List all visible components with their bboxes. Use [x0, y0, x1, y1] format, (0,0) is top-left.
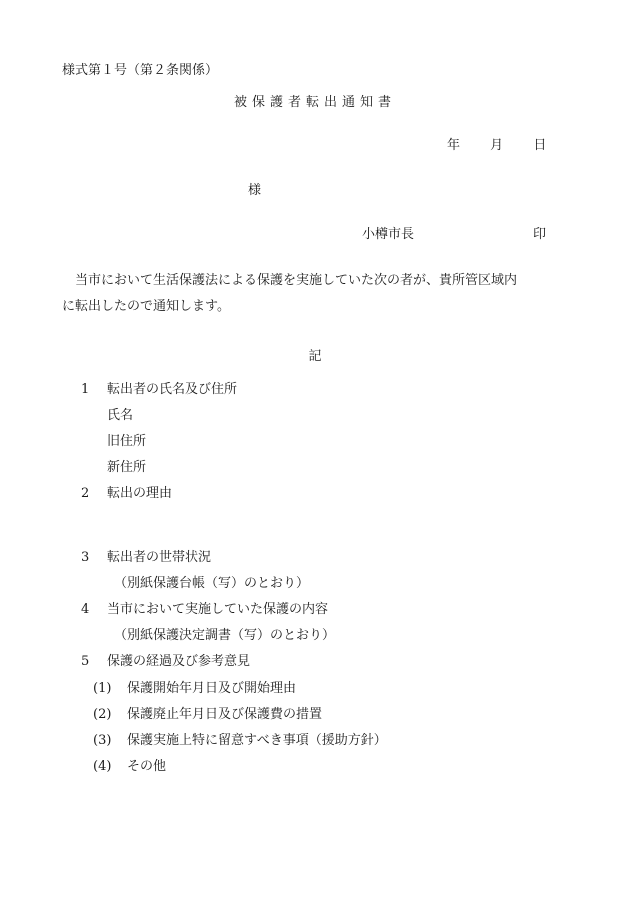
sub-item-text: 保護実施上特に留意すべき事項（援助方針）: [127, 733, 387, 748]
item-number: 3: [81, 550, 90, 565]
item-text: 当市において実施していた保護の内容: [107, 602, 329, 617]
sub-item-text: 保護開始年月日及び開始理由: [127, 681, 297, 696]
seal-mark: 印: [533, 227, 547, 242]
item-text: 保護の経過及び参考意見: [107, 654, 251, 669]
household-status-note: （別紙保護台帳（写）のとおり）: [114, 576, 310, 591]
sub-item-number: (3): [93, 733, 112, 748]
item-text: 転出の理由: [107, 486, 173, 501]
sub-item-text: その他: [127, 759, 167, 774]
item-number: 5: [81, 654, 90, 669]
sub-item-text: 保護廃止年月日及び保護費の措置: [127, 707, 323, 722]
sub-item-number: (1): [93, 681, 112, 696]
date-line: [447, 139, 546, 152]
item-number: 1: [81, 382, 90, 397]
field-old-address-label: 旧住所: [107, 434, 147, 449]
item-number: 2: [81, 486, 90, 501]
sub-item-number: (2): [93, 707, 112, 722]
date-day-label: 日: [533, 138, 547, 153]
date-year-label: 年: [447, 138, 461, 153]
protection-content-note: （別紙保護決定調書（写）のとおり）: [114, 628, 336, 643]
sub-item-number: (4): [93, 759, 112, 774]
date-month-label: 月: [490, 138, 504, 153]
item-text: 転出者の世帯状況: [107, 550, 212, 565]
document-title: 被保護者転出通知書: [233, 95, 396, 110]
note-heading: 記: [308, 349, 322, 364]
body-line-2: に転出したので通知します。: [62, 299, 230, 314]
sender-name: 小樽市長: [362, 227, 415, 242]
item-text: 転出者の氏名及び住所: [107, 382, 238, 397]
item-number: 4: [81, 602, 90, 617]
field-new-address-label: 新住所: [107, 460, 147, 475]
field-name-label: 氏名: [107, 408, 134, 423]
body-paragraph: [62, 268, 562, 320]
form-number: 様式第１号（第２条関係）: [62, 63, 219, 78]
body-line-1: 当市において生活保護法による保護を実施していた次の者が、貴所管区域内: [75, 273, 518, 288]
addressee-honorific: 様: [248, 183, 262, 198]
